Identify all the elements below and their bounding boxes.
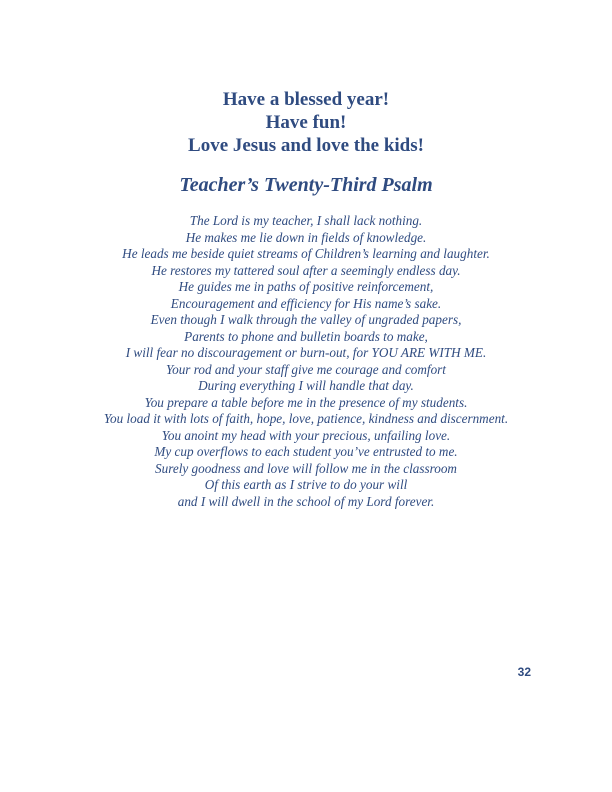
poem-line: He guides me in paths of positive reinforcement, (178, 279, 434, 294)
poem-line: You anoint my head with your precious, unfailing love. (161, 427, 451, 443)
blessing-line-1: Have a blessed year! (222, 89, 390, 110)
poem-line: He restores my tattered soul after a seemingly endless day. (151, 262, 461, 278)
poem-line: Surely goodness and love will follow me in the classroom (155, 460, 457, 476)
poem-line: You load it with lots of faith, hope, love, patience, kindness and discernment. (103, 411, 509, 426)
blessing-heading (0, 88, 612, 157)
poem-line: He leads me beside quiet streams of Children’s learning and laughter. (122, 246, 490, 261)
poem-line: The Lord is my teacher, I shall lack nothing. (189, 213, 423, 228)
poem-line: Of this earth as I strive to do your will (204, 477, 408, 492)
poem-line: Parents to phone and bulletin boards to make, (184, 328, 428, 344)
psalm-poem (0, 213, 612, 510)
poem-line: My cup overflows to each student you’ve entrusted to me. (154, 444, 458, 459)
poem-line: and I will dwell in the school of my Lord forever. (177, 493, 435, 509)
poem-line: He makes me lie down in fields of knowledge. (185, 229, 427, 245)
page-number: 32 (517, 665, 531, 679)
psalm-title: Teacher’s Twenty-Third Psalm (179, 174, 433, 196)
poem-line: Encouragement and efficiency for His name’s sake. (170, 295, 442, 311)
poem-line: You prepare a table before me in the presence of my students. (144, 394, 468, 410)
blessing-line-3: Love Jesus and love the kids! (188, 135, 424, 156)
poem-line: Your rod and your staff give me courage and comfort (166, 361, 446, 377)
poem-line: During everything I will handle that day. (198, 378, 414, 393)
poem-line: I will fear no discouragement or burn-out, for YOU ARE WITH ME. (125, 345, 487, 360)
blessing-line-2: Have fun! (265, 112, 347, 133)
poem-line: Even though I walk through the valley of ungraded papers, (150, 312, 462, 327)
